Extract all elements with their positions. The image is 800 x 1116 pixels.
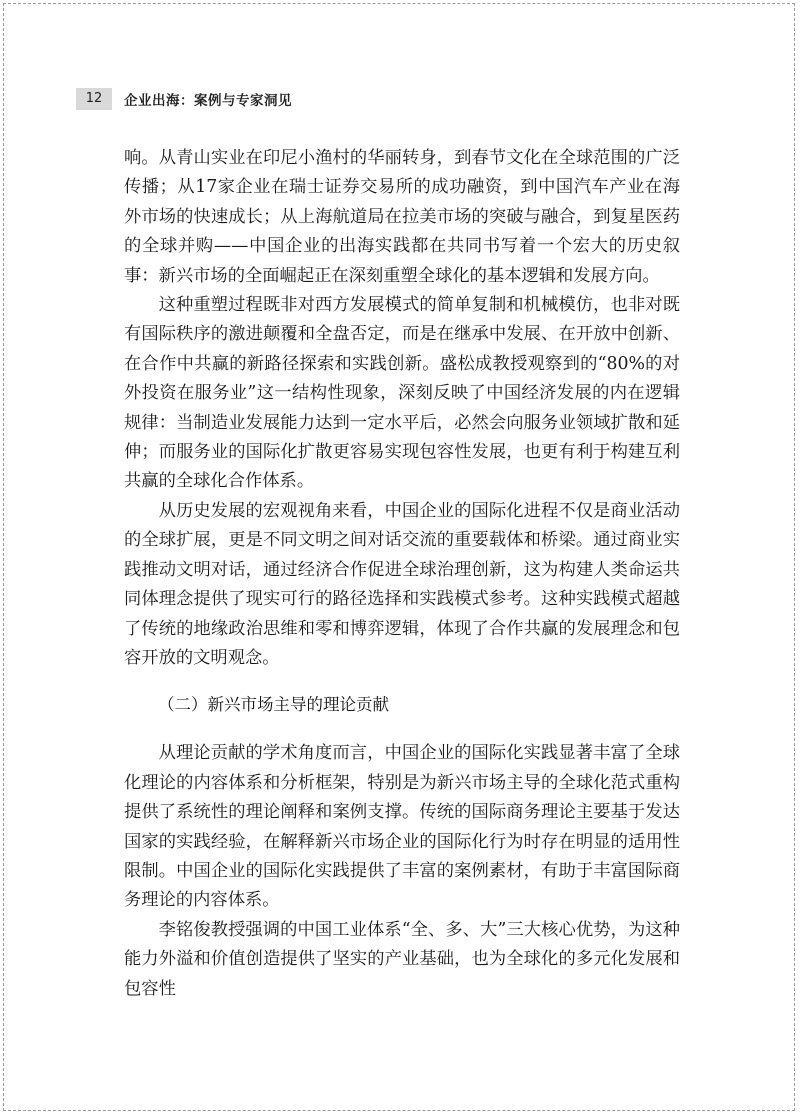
paragraph-continued: 响。从青山实业在印尼小渔村的华丽转身，到春节文化在全球范围的广泛传播；从17家企业在瑞士证券交易所的成功融资，到中国汽车产业在海外市场的快速成长；从上海航道局在拉美市场的突破与融合，到复星医药的全球并购——中国企业的出海实践都在共同书写着一个宏大的历史叙事：新兴市场的全面崛起正在深刻重塑全球化的基本逻辑和发展方向。 bbox=[124, 148, 680, 286]
body-text bbox=[124, 144, 680, 1004]
running-header bbox=[76, 88, 292, 110]
book-title: 企业出海：案例与专家洞见 bbox=[124, 93, 292, 109]
section-heading: （二）新兴市场主导的理论贡献 bbox=[158, 695, 389, 715]
paragraph: 从历史发展的宏观视角来看，中国企业的国际化进程不仅是商业活动的全球扩展，更是不同文明之间对话交流的重要载体和桥梁。通过商业实践推动文明对话，通过经济合作促进全球治理创新，这为构建人类命运共同体理念提供了现实可行的路径选择和实践模式参考。这种实践模式超越了传统的地缘政治思维和零和博弈逻辑，体现了合作共赢的发展理念和包容开放的文明观念。 bbox=[124, 500, 680, 668]
page-number: 12 bbox=[76, 88, 112, 110]
paragraph: 从理论贡献的学术角度而言，中国企业的国际化实践显著丰富了全球化理论的内容体系和分析框架，特别是为新兴市场主导的全球化范式重构提供了系统性的理论阐释和案例支撑。传统的国际商务理论主要基于发达国家的实践经验，在解释新兴市场企业的国际化行为时存在明显的适用性限制。中国企业的国际化实践提供了丰富的案例素材，有助于丰富国际商务理论的内容体系。 bbox=[124, 743, 680, 911]
paragraph-truncated: 李铭俊教授强调的中国工业体系“全、多、大”三大核心优势，为这种能力外溢和价值创造提供了坚实的产业基础，也为全球化的多元化发展和包容性 bbox=[124, 919, 680, 999]
paragraph: 这种重塑过程既非对西方发展模式的简单复制和机械模仿，也非对既有国际秩序的激进颠覆和全盘否定，而是在继承中发展、在开放中创新、在合作中共赢的新路径探索和实践创新。盛松成教授观察到的“80%的对外投资在服务业”这一结构性现象，深刻反映了中国经济发展的内在逻辑规律：当制造业发展能力达到一定水平后，必然会向服务业领域扩散和延伸；而服务业的国际化扩散更容易实现包容性发展，也更有利于构建互利共赢的全球化合作体系。 bbox=[124, 295, 680, 492]
